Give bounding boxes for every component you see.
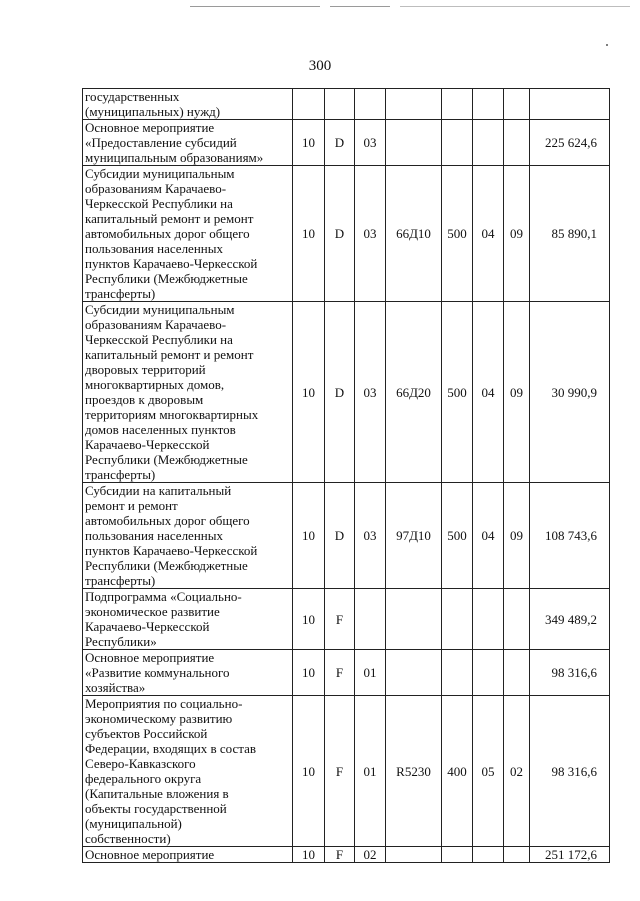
- cell-direction: 66Д10: [386, 166, 442, 302]
- cell-expense-type: [442, 847, 473, 863]
- cell-section: 04: [473, 302, 504, 483]
- table-row: [83, 89, 610, 120]
- cell-event: 01: [355, 696, 386, 847]
- cell-expense-type: [442, 89, 473, 120]
- scan-artifact-dot: [606, 44, 608, 46]
- table-row: [83, 483, 610, 589]
- cell-section: 04: [473, 483, 504, 589]
- cell-subprogram: [325, 89, 355, 120]
- cell-section: [473, 120, 504, 166]
- row-name: Основное мероприятие «Развитие коммунального хозяйства»: [83, 650, 293, 696]
- cell-program: 10: [293, 483, 325, 589]
- cell-section: [473, 650, 504, 696]
- cell-event: 03: [355, 483, 386, 589]
- table-row: [83, 696, 610, 847]
- row-name: Основное мероприятие: [83, 847, 293, 863]
- cell-subprogram: F: [325, 589, 355, 650]
- cell-direction: R5230: [386, 696, 442, 847]
- table-row: [83, 166, 610, 302]
- cell-section: 04: [473, 166, 504, 302]
- cell-subprogram: D: [325, 120, 355, 166]
- cell-expense-type: [442, 120, 473, 166]
- cell-event: [355, 589, 386, 650]
- cell-program: 10: [293, 166, 325, 302]
- cell-expense-type: 400: [442, 696, 473, 847]
- table-row: [83, 650, 610, 696]
- cell-section: [473, 89, 504, 120]
- cell-direction: [386, 589, 442, 650]
- cell-amount: 108 743,6: [530, 483, 610, 589]
- row-name: Мероприятия по социально- экономическому развитию субъектов Российской Федерации, входящих в состав Северо-Кавказского федерального округа (Капитальные вложения в объекты государственной (муниципальной) собственности): [83, 696, 293, 847]
- cell-subsection: [504, 650, 530, 696]
- cell-expense-type: [442, 589, 473, 650]
- scan-artifact-line: [330, 6, 390, 7]
- table-row: [83, 120, 610, 166]
- table-row: [83, 589, 610, 650]
- cell-section: [473, 589, 504, 650]
- cell-subsection: [504, 589, 530, 650]
- cell-direction: [386, 650, 442, 696]
- cell-direction: 66Д20: [386, 302, 442, 483]
- cell-subprogram: F: [325, 696, 355, 847]
- cell-event: [355, 89, 386, 120]
- row-name: Основное мероприятие «Предоставление субсидий муниципальным образованиям»: [83, 120, 293, 166]
- cell-subsection: [504, 120, 530, 166]
- cell-amount: 98 316,6: [530, 650, 610, 696]
- cell-expense-type: [442, 650, 473, 696]
- cell-event: 03: [355, 166, 386, 302]
- cell-direction: [386, 120, 442, 166]
- cell-subprogram: F: [325, 847, 355, 863]
- cell-amount: 251 172,6: [530, 847, 610, 863]
- cell-subsection: [504, 847, 530, 863]
- budget-table: [82, 88, 610, 863]
- cell-direction: 97Д10: [386, 483, 442, 589]
- row-name: Субсидии муниципальным образованиям Карачаево- Черкесской Республики на капитальный ремонт и ремонт дворовых территорий многоквартирных домов, проездов к дворовым территориям многоквартирных домов населенных пунктов Карачаево-Черкесской Республики (Межбюджетные трансферты): [83, 302, 293, 483]
- cell-subsection: 09: [504, 302, 530, 483]
- cell-amount: 30 990,9: [530, 302, 610, 483]
- cell-program: 10: [293, 302, 325, 483]
- cell-program: 10: [293, 589, 325, 650]
- cell-expense-type: 500: [442, 483, 473, 589]
- cell-expense-type: 500: [442, 302, 473, 483]
- cell-program: 10: [293, 696, 325, 847]
- cell-amount: [530, 89, 610, 120]
- cell-program: 10: [293, 650, 325, 696]
- cell-subsection: 09: [504, 483, 530, 589]
- cell-section: [473, 847, 504, 863]
- cell-program: [293, 89, 325, 120]
- cell-amount: 225 624,6: [530, 120, 610, 166]
- cell-subprogram: D: [325, 302, 355, 483]
- cell-subprogram: D: [325, 166, 355, 302]
- cell-subprogram: F: [325, 650, 355, 696]
- cell-event: 03: [355, 302, 386, 483]
- table-row: [83, 847, 610, 863]
- cell-program: 10: [293, 120, 325, 166]
- cell-program: 10: [293, 847, 325, 863]
- cell-amount: 98 316,6: [530, 696, 610, 847]
- cell-event: 03: [355, 120, 386, 166]
- cell-subsection: 09: [504, 166, 530, 302]
- cell-subprogram: D: [325, 483, 355, 589]
- row-name: Субсидии муниципальным образованиям Карачаево- Черкесской Республики на капитальный ремонт и ремонт автомобильных дорог общего пользования населенных пунктов Карачаево-Черкесской Республики (Межбюджетные трансферты): [83, 166, 293, 302]
- row-name: государственных (муниципальных) нужд): [83, 89, 293, 120]
- cell-subsection: 02: [504, 696, 530, 847]
- row-name: Субсидии на капитальный ремонт и ремонт автомобильных дорог общего пользования населенных пунктов Карачаево-Черкесской Республики (Межбюджетные трансферты): [83, 483, 293, 589]
- cell-event: 01: [355, 650, 386, 696]
- cell-amount: 85 890,1: [530, 166, 610, 302]
- table-row: [83, 302, 610, 483]
- cell-direction: [386, 89, 442, 120]
- cell-subsection: [504, 89, 530, 120]
- cell-event: 02: [355, 847, 386, 863]
- page-number: 300: [308, 58, 332, 74]
- scan-artifact-line: [400, 6, 630, 7]
- row-name: Подпрограмма «Социально- экономическое развитие Карачаево-Черкесской Республики»: [83, 589, 293, 650]
- cell-amount: 349 489,2: [530, 589, 610, 650]
- cell-direction: [386, 847, 442, 863]
- scan-artifact-line: [190, 6, 320, 7]
- cell-section: 05: [473, 696, 504, 847]
- cell-expense-type: 500: [442, 166, 473, 302]
